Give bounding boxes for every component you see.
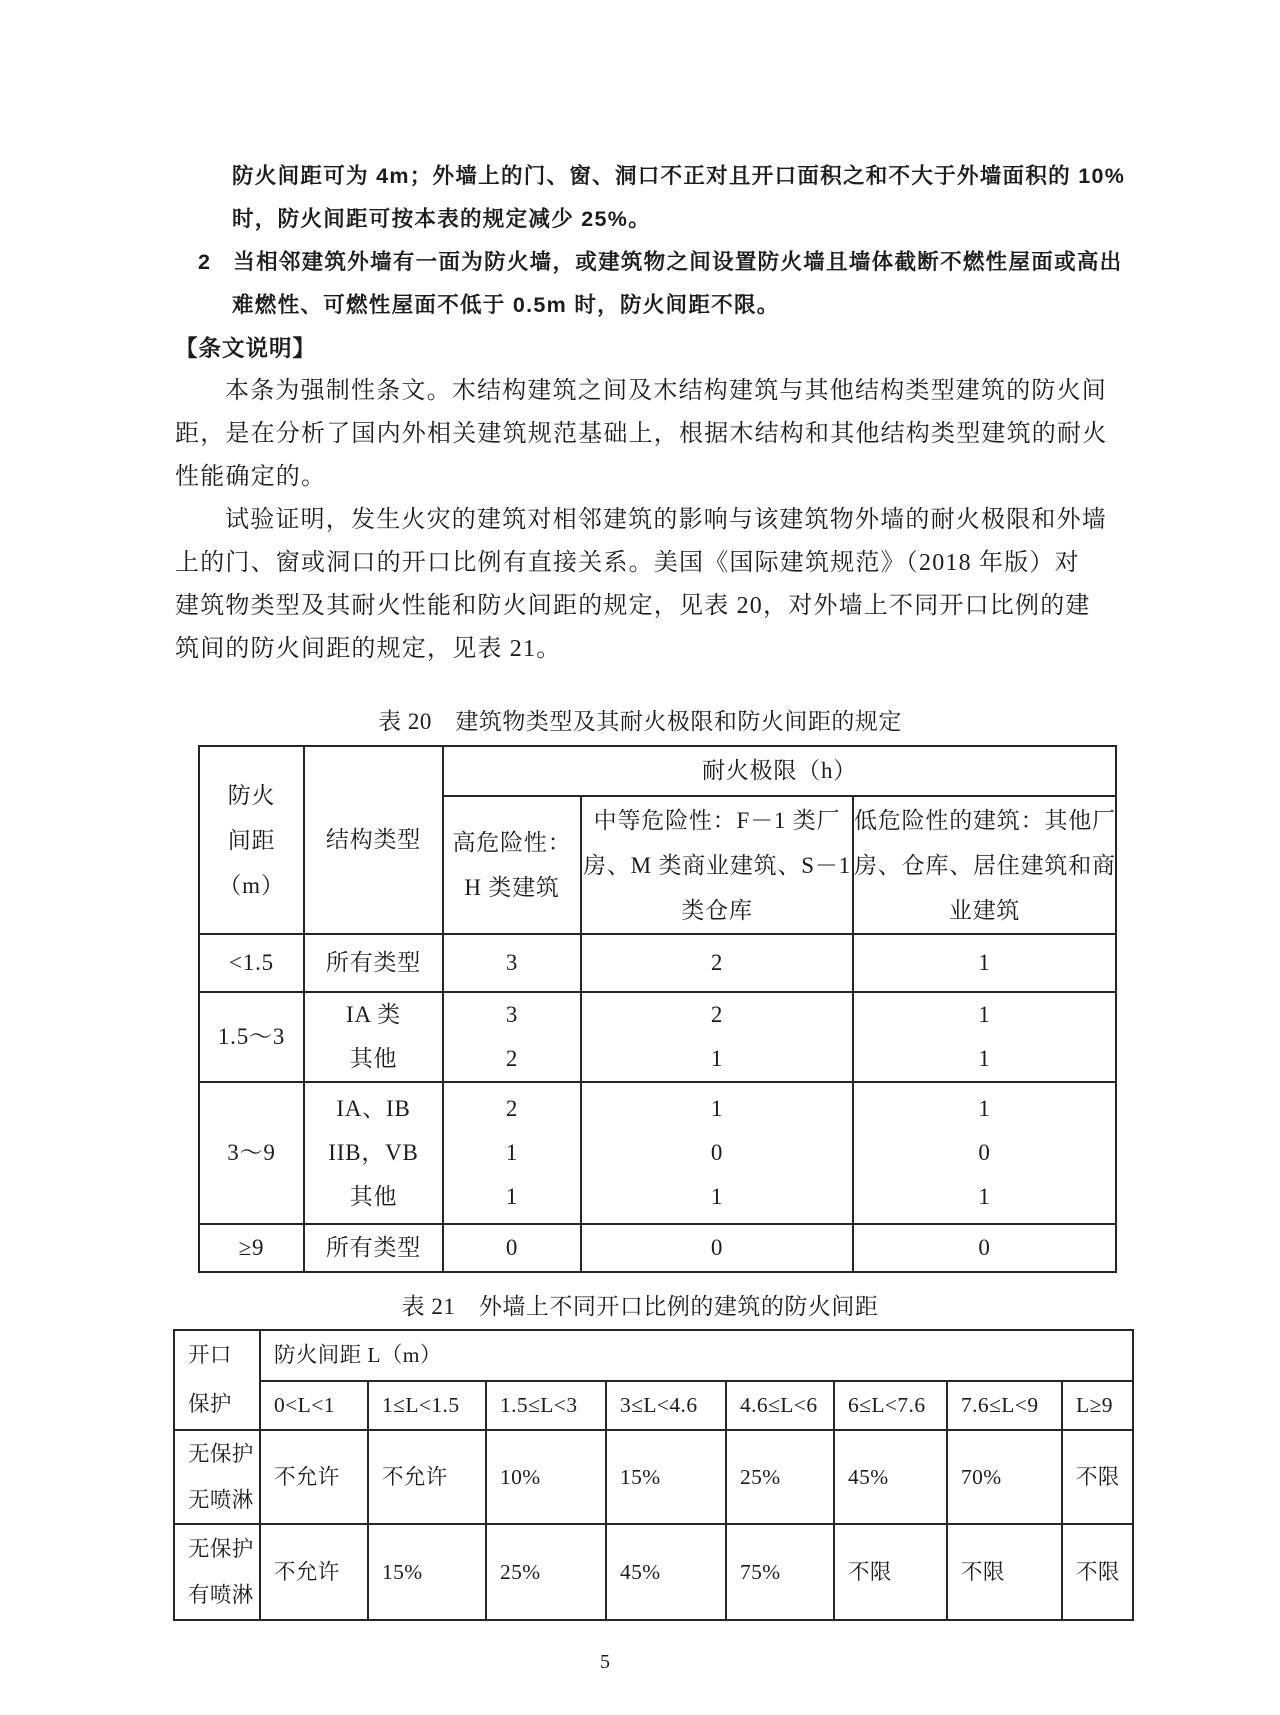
t21-cell-value: 不限 bbox=[834, 1524, 947, 1620]
table-row bbox=[199, 934, 1116, 992]
t21-cell-value: 25% bbox=[726, 1430, 834, 1524]
table20-title: 表 20 建筑物类型及其耐火极限和防火间距的规定 bbox=[378, 709, 902, 734]
t20-cell-value: 1 0 1 bbox=[581, 1082, 853, 1224]
t20-cell-value: 1 1 bbox=[853, 992, 1116, 1082]
table-row bbox=[174, 1330, 1133, 1381]
t21-header-opening-protection: 开口 保护 bbox=[174, 1330, 260, 1430]
norm-line: 难燃性、可燃性屋面不低于 0.5m 时，防火间距不限。 bbox=[232, 293, 780, 317]
t21-cell-value: 15% bbox=[368, 1524, 486, 1620]
t20-cell-value: 0 bbox=[853, 1224, 1116, 1272]
norm-item-2 bbox=[175, 241, 1130, 284]
t20-cell-value: 2 1 bbox=[581, 992, 853, 1082]
t20-cell-distance: 1.5～3 bbox=[199, 992, 304, 1082]
t21-header-range: 0<L<1 bbox=[260, 1381, 368, 1431]
t21-header-range: 7.6≤L<9 bbox=[947, 1381, 1062, 1431]
table-row bbox=[174, 1430, 1133, 1524]
t20-cell-value: 2 1 1 bbox=[443, 1082, 581, 1224]
t21-cell-value: 不限 bbox=[947, 1524, 1062, 1620]
t20-header-risk-column: 中等危险性：F－1 类厂 房、M 类商业建筑、S－1 类仓库 bbox=[581, 796, 853, 934]
t20-cell-distance: 3～9 bbox=[199, 1082, 304, 1224]
t21-header-range: 1≤L<1.5 bbox=[368, 1381, 486, 1431]
t21-cell-value: 不允许 bbox=[260, 1524, 368, 1620]
paragraph-line: 建筑物类型及其耐火性能和防火间距的规定，见表 20，对外墙上不同开口比例的建 bbox=[175, 593, 1091, 619]
t20-cell-structure-types: IA 类 其他 bbox=[304, 992, 443, 1082]
paragraph-line: 性能确定的。 bbox=[175, 464, 327, 490]
section-heading: 【条文说明】 bbox=[175, 336, 317, 361]
t20-cell-distance: ≥9 bbox=[199, 1224, 304, 1272]
t21-cell-value: 10% bbox=[486, 1430, 606, 1524]
t20-cell-structure-types: 所有类型 bbox=[304, 934, 443, 992]
table21-title: 表 21 外墙上不同开口比例的建筑的防火间距 bbox=[401, 1294, 879, 1319]
table-row bbox=[199, 1224, 1116, 1272]
t21-cell-value: 不允许 bbox=[260, 1430, 368, 1524]
paragraph-line: 本条为强制性条文。木结构建筑之间及木结构建筑与其他结构类型建筑的防火间 bbox=[225, 378, 1107, 404]
t21-cell-value: 25% bbox=[486, 1524, 606, 1620]
t21-header-range: L≥9 bbox=[1062, 1381, 1133, 1431]
table21 bbox=[173, 1329, 1134, 1621]
t20-cell-value: 0 bbox=[443, 1224, 581, 1272]
t20-cell-value: 3 2 bbox=[443, 992, 581, 1082]
table-row bbox=[199, 746, 1116, 796]
t21-header-range: 3≤L<4.6 bbox=[606, 1381, 726, 1431]
t20-header-risk-column: 低危险性的建筑：其他厂 房、仓库、居住建筑和商 业建筑 bbox=[853, 796, 1116, 934]
t21-cell-value: 不限 bbox=[1062, 1524, 1133, 1620]
t20-cell-value: 0 bbox=[581, 1224, 853, 1272]
norm-text-block bbox=[175, 155, 1130, 327]
paragraph-1 bbox=[175, 370, 1130, 499]
table-row bbox=[199, 1082, 1116, 1224]
t20-header-risk-column: 高危险性： H 类建筑 bbox=[443, 796, 581, 934]
table-row bbox=[199, 992, 1116, 1082]
t20-cell-distance: <1.5 bbox=[199, 934, 304, 992]
t21-cell-row-label: 无保护 有喷淋 bbox=[174, 1524, 260, 1620]
paragraph-line: 距，是在分析了国内外相关建筑规范基础上，根据木结构和其他结构类型建筑的耐火 bbox=[175, 421, 1108, 447]
norm-line: 防火间距可为 4m；外墙上的门、窗、洞口不正对且开口面积之和不大于外墙面积的 10% bbox=[232, 164, 1126, 188]
paragraph-line: 试验证明，发生火灾的建筑对相邻建筑的影响与该建筑物外墙的耐火极限和外墙 bbox=[225, 507, 1107, 533]
t21-header-range: 6≤L<7.6 bbox=[834, 1381, 947, 1431]
t20-cell-value: 3 bbox=[443, 934, 581, 992]
t20-cell-value: 1 0 1 bbox=[853, 1082, 1116, 1224]
t20-header-fire-limit: 耐火极限（h） bbox=[443, 746, 1116, 796]
t20-header-distance: 防火 间距 （m） bbox=[199, 746, 304, 934]
t20-cell-value: 1 bbox=[853, 934, 1116, 992]
t21-header-distance-span: 防火间距 L（m） bbox=[260, 1330, 1133, 1381]
norm-line: 当相邻建筑外墙有一面为防火墙，或建筑物之间设置防火墙且墙体截断不燃性屋面或高出 bbox=[233, 250, 1123, 274]
paragraph-2 bbox=[175, 499, 1130, 671]
t20-header-structure-type: 结构类型 bbox=[304, 746, 443, 934]
norm-line: 时，防火间距可按本表的规定减少 25%。 bbox=[232, 207, 652, 231]
t20-cell-structure-types: 所有类型 bbox=[304, 1224, 443, 1272]
table-row bbox=[174, 1381, 1133, 1431]
t21-cell-value: 75% bbox=[726, 1524, 834, 1620]
t21-cell-value: 不允许 bbox=[368, 1430, 486, 1524]
paragraph-line: 筑间的防火间距的规定，见表 21。 bbox=[175, 636, 562, 662]
item-number: 2 bbox=[198, 250, 212, 274]
t21-cell-value: 70% bbox=[947, 1430, 1062, 1524]
page-number: 5 bbox=[600, 1651, 610, 1673]
t21-cell-value: 45% bbox=[606, 1524, 726, 1620]
table20 bbox=[198, 745, 1117, 1273]
table-row bbox=[174, 1524, 1133, 1620]
t21-cell-row-label: 无保护 无喷淋 bbox=[174, 1430, 260, 1524]
t21-cell-value: 不限 bbox=[1062, 1430, 1133, 1524]
t21-cell-value: 15% bbox=[606, 1430, 726, 1524]
t21-header-range: 4.6≤L<6 bbox=[726, 1381, 834, 1431]
t21-cell-value: 45% bbox=[834, 1430, 947, 1524]
t21-header-range: 1.5≤L<3 bbox=[486, 1381, 606, 1431]
paragraph-line: 上的门、窗或洞口的开口比例有直接关系。美国《国际建筑规范》（2018 年版）对 bbox=[175, 550, 1080, 576]
t20-cell-value: 2 bbox=[581, 934, 853, 992]
t20-cell-structure-types: IA、IB IIB，VB 其他 bbox=[304, 1082, 443, 1224]
